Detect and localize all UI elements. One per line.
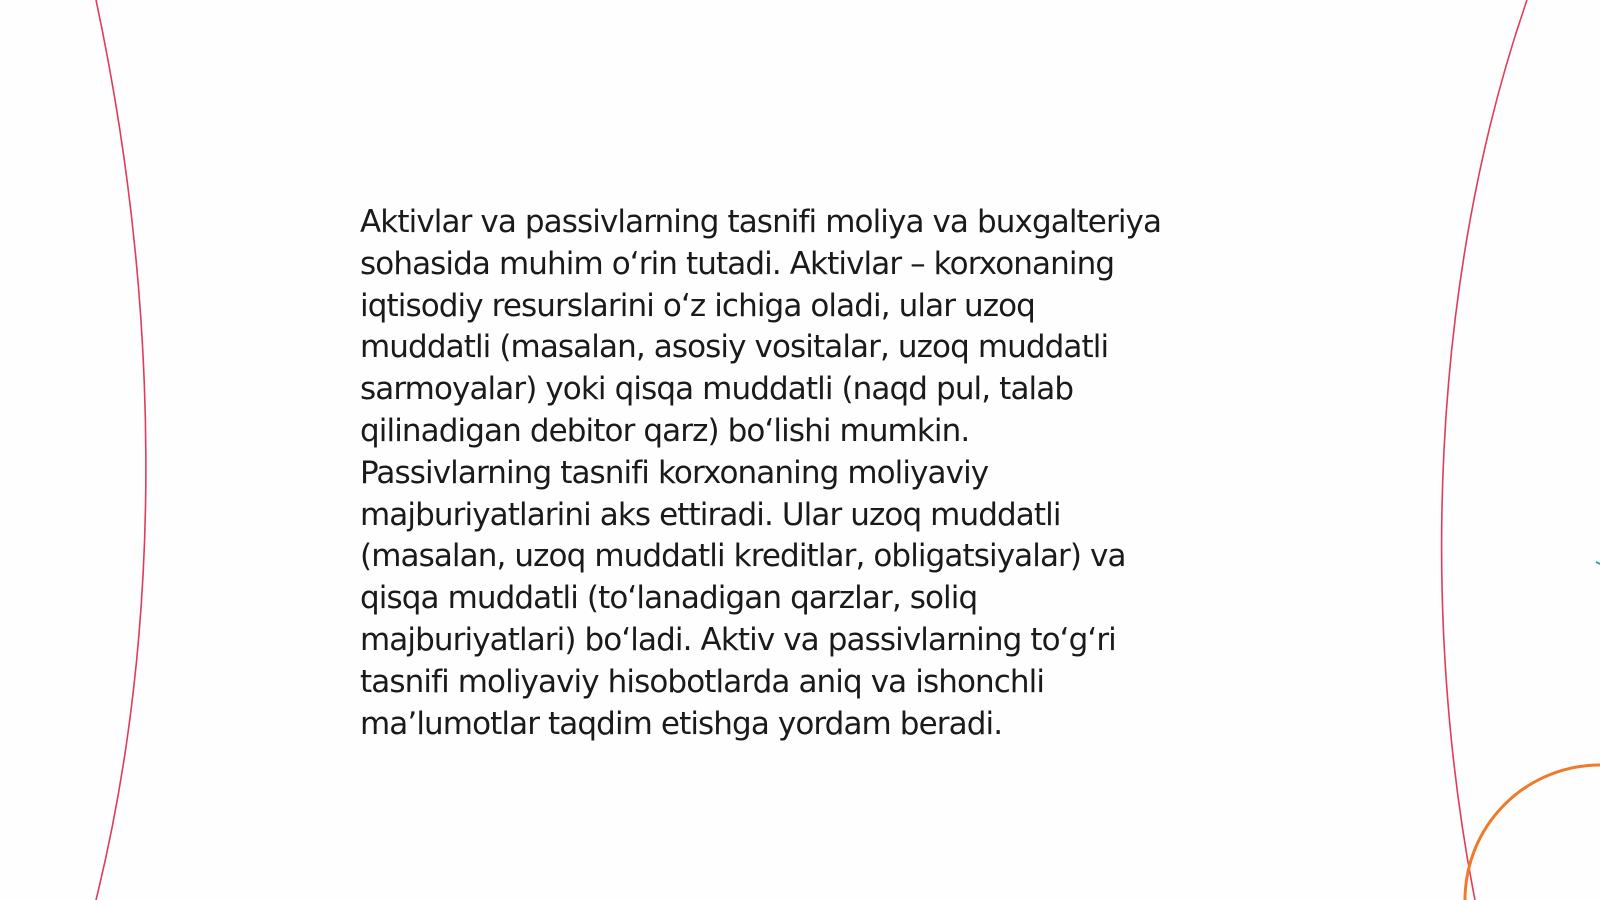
paragraph-line: muddatli (masalan, asosiy vositalar, uzoq muddatli: [360, 329, 1109, 366]
paragraph-line: majburiyatlari) bo‘ladi. Aktiv va passivlarning to‘g‘ri: [360, 621, 1116, 658]
body-paragraph: [360, 202, 1260, 745]
paragraph-line: qilinadigan debitor qarz) bo‘lishi mumkin.: [360, 412, 970, 449]
left-arc-decoration: [96, 0, 146, 900]
paragraph-line: sarmoyalar) yoki qisqa muddatli (naqd pul, talab: [360, 371, 1074, 408]
paragraph-line: qisqa muddatli (to‘lanadigan qarzlar, soliq: [360, 580, 978, 617]
orange-circle-decoration: [1465, 765, 1600, 900]
paragraph-line: (masalan, uzoq muddatli kreditlar, obligatsiyalar) va: [360, 538, 1126, 575]
paragraph-line: Passivlarning tasnifi korxonaning moliyaviy: [360, 454, 989, 491]
paragraph-line: ma’lumotlar taqdim etishga yordam beradi.: [360, 705, 1003, 742]
paragraph-line: tasnifi moliyaviy hisobotlarda aniq va ishonchli: [360, 663, 1045, 700]
right-arc-decoration: [1442, 0, 1527, 900]
paragraph-line: iqtisodiy resurslarini o‘z ichiga oladi, ular uzoq: [360, 287, 1035, 324]
teal-tick-decoration: [1596, 562, 1600, 564]
paragraph-line: majburiyatlarini aks ettiradi. Ular uzoq muddatli: [360, 496, 1061, 533]
paragraph-line: Aktivlar va passivlarning tasnifi moliya va buxgalteriya: [360, 204, 1162, 240]
paragraph-line: sohasida muhim o‘rin tutadi. Aktivlar – korxonaning: [360, 245, 1115, 282]
